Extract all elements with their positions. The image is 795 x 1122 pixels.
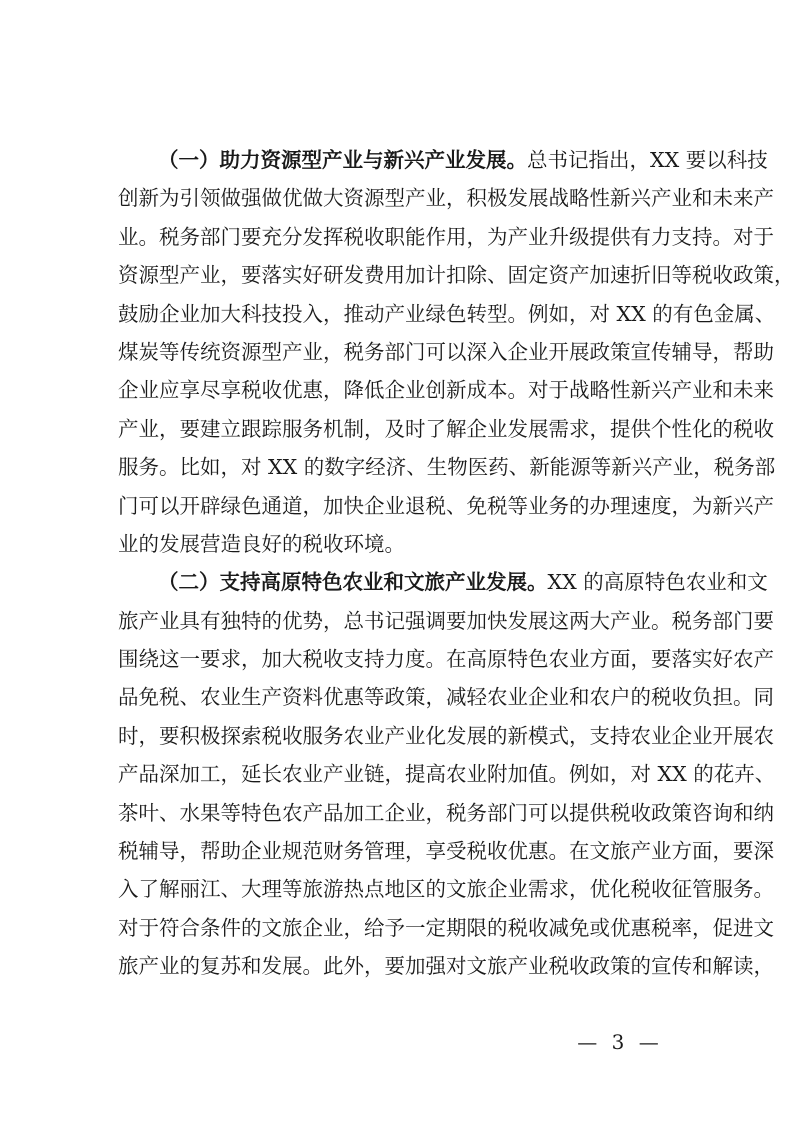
text-line: 入了解丽江、大理等旅游热点地区的文旅企业需求，优化税收征管服务。 <box>118 877 774 902</box>
text-line: 总书记指出，XX 要以科技 <box>527 148 768 172</box>
paragraph-first-line <box>118 563 768 601</box>
document-body <box>118 141 795 986</box>
text-line: 业。税务部门要充分发挥税收职能作用，为产业升级提供有力支持。对于 <box>118 224 774 249</box>
text-line: 茶叶、水果等特色农产品加工企业，税务部门可以提供税收政策咨询和纳 <box>118 800 774 825</box>
text-line: 服务。比如，对 XX 的数字经济、生物医药、新能源等新兴产业，税务部 <box>118 455 776 480</box>
text-line: 创新为引领做强做优做大资源型产业，积极发展战略性新兴产业和未来产 <box>118 186 774 211</box>
page-number: — 3 — <box>577 1030 663 1054</box>
text-line: 业的发展营造良好的税收环境。 <box>118 531 405 556</box>
text-line: 品免税、农业生产资料优惠等政策，减轻农业企业和农户的税收负担。同 <box>118 685 774 710</box>
section-heading: （二）支持高原特色农业和文旅产业发展。 <box>158 570 548 595</box>
text-line: XX 的高原特色农业和文 <box>547 570 768 595</box>
text-line: 资源型产业，要落实好研发费用加计扣除、固定资产加速折旧等税收政策， <box>118 263 795 288</box>
text-line: 煤炭等传统资源型产业，税务部门可以深入企业开展政策宣传辅导，帮助 <box>118 339 774 364</box>
paragraph-1 <box>118 141 795 563</box>
text-line: 旅产业具有独特的优势，总书记强调要加快发展这两大产业。税务部门要 <box>118 608 774 633</box>
paragraph-first-line <box>118 141 768 179</box>
text-line: 产业，要建立跟踪服务机制，及时了解企业发展需求，提供个性化的税收 <box>118 416 774 441</box>
text-line: 企业应享尽享税收优惠，降低企业创新成本。对于战略性新兴产业和未来 <box>118 378 774 403</box>
text-line: 产品深加工，延长农业产业链，提高农业附加值。例如，对 XX 的花卉、 <box>118 762 776 787</box>
text-line: 对于符合条件的文旅企业，给予一定期限的税收减免或优惠税率，促进文 <box>118 915 774 940</box>
text-line: 鼓励企业加大科技投入，推动产业绿色转型。例如，对 XX 的有色金属、 <box>118 301 776 326</box>
text-line: 旅产业的复苏和发展。此外，要加强对文旅产业税收政策的宣传和解读， <box>118 954 774 979</box>
text-line: 税辅导，帮助企业规范财务管理，享受税收优惠。在文旅产业方面，要深 <box>118 839 774 864</box>
paragraph-2 <box>118 563 776 985</box>
text-line: 时，要积极探索税收服务农业产业化发展的新模式，支持农业企业开展农 <box>118 723 774 748</box>
text-line: 围绕这一要求，加大税收支持力度。在高原特色农业方面，要落实好农产 <box>118 647 774 672</box>
section-heading: （一）助力资源型产业与新兴产业发展。 <box>158 148 527 172</box>
text-line: 门可以开辟绿色通道，加快企业退税、免税等业务的办理速度，为新兴产 <box>118 493 774 518</box>
